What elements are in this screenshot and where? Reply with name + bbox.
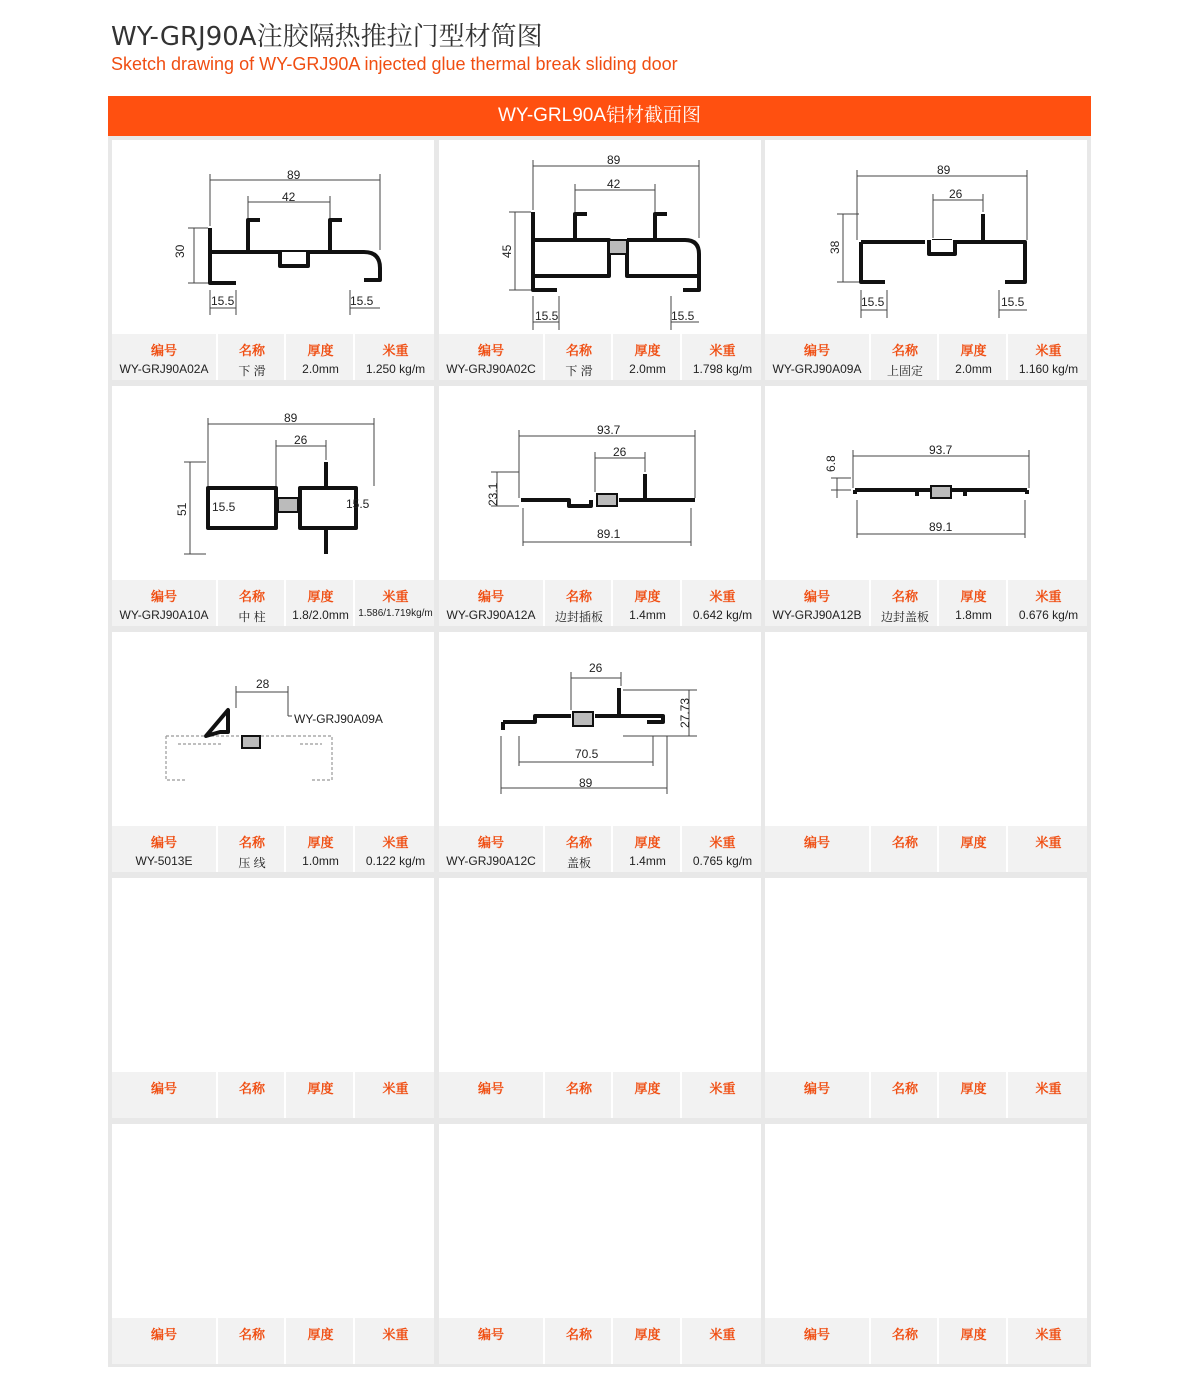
code-label: 编号 [150, 1328, 177, 1343]
spec-row [112, 826, 434, 872]
thickness-label: 厚度 [307, 590, 334, 605]
code-label: 编号 [150, 590, 177, 605]
name-label: 名称 [238, 344, 265, 359]
profile-name: 边封插板 [554, 610, 603, 624]
profile-drawing [765, 386, 1087, 580]
profile-card [439, 386, 761, 626]
dim-label: WY-GRJ90A09A [294, 712, 383, 726]
spec-row [439, 580, 761, 626]
dim-label: 30 [173, 244, 187, 258]
page-subtitle: Sketch drawing of WY-GRJ90A injected glue thermal break sliding door [111, 54, 678, 74]
weight-label: 米重 [709, 344, 736, 359]
dim-label: 15.5 [212, 500, 236, 514]
profile-card [439, 632, 761, 872]
profile-weight: 0.642 kg/m [692, 608, 753, 622]
dim-label: 89 [287, 168, 301, 182]
spec-row [765, 1072, 1087, 1118]
profile-weight: 0.765 kg/m [692, 854, 753, 868]
spec-row [765, 580, 1087, 626]
profile-code: WY-GRJ90A09A [772, 362, 862, 376]
name-label: 名称 [891, 1328, 918, 1343]
profile-code: WY-GRJ90A10A [119, 608, 209, 622]
code-label: 编号 [150, 1082, 177, 1097]
thickness-label: 厚度 [307, 344, 334, 359]
profile-thickness: 2.0mm [302, 362, 339, 376]
profile-thickness: 1.8mm [955, 608, 992, 622]
thickness-label: 厚度 [960, 1328, 987, 1343]
dim-label: 28 [256, 677, 270, 691]
profile-thickness: 1.0mm [302, 854, 339, 868]
thickness-label: 厚度 [634, 1082, 661, 1097]
empty-card [112, 878, 434, 1118]
profile-code: WY-5013E [135, 854, 193, 868]
weight-label: 米重 [709, 836, 736, 851]
spec-row [439, 1072, 761, 1118]
dim-label: 93.7 [597, 423, 621, 437]
dim-label: 15.5 [1001, 295, 1025, 309]
profile-card [765, 386, 1087, 626]
code-label: 编号 [477, 344, 504, 359]
dim-label: 89 [937, 163, 951, 177]
code-label: 编号 [150, 344, 177, 359]
code-label: 编号 [477, 836, 504, 851]
spec-row [765, 334, 1087, 380]
name-label: 名称 [565, 836, 592, 851]
weight-label: 米重 [382, 590, 409, 605]
profile-drawing [765, 140, 1087, 334]
dim-label: 42 [282, 190, 296, 204]
weight-label: 米重 [709, 590, 736, 605]
dim-label: 15.5 [350, 294, 374, 308]
dim-label: 89.1 [929, 520, 953, 534]
profile-weight: 1.798 kg/m [692, 362, 753, 376]
profile-drawing [112, 140, 434, 334]
name-label: 名称 [891, 836, 918, 851]
dim-label: 45 [500, 244, 514, 258]
profile-card [112, 632, 434, 872]
dim-label: 51 [175, 502, 189, 516]
dim-label: 26 [949, 187, 963, 201]
profile-drawing [439, 386, 761, 580]
profile-weight: 1.250 kg/m [365, 362, 426, 376]
dim-label: 15.5 [671, 309, 695, 323]
name-label: 名称 [891, 590, 918, 605]
profile-weight: 0.676 kg/m [1018, 608, 1079, 622]
weight-label: 米重 [382, 1082, 409, 1097]
spec-row [439, 1318, 761, 1364]
dim-label: 89.1 [597, 527, 621, 541]
dim-label: 15.5 [346, 497, 370, 511]
profile-code: WY-GRJ90A12C [446, 854, 536, 868]
profile-thickness: 1.8/2.0mm [292, 608, 349, 622]
profile-card [112, 386, 434, 626]
weight-label: 米重 [1035, 344, 1062, 359]
name-label: 名称 [565, 1328, 592, 1343]
dim-label: 26 [294, 433, 308, 447]
spec-row [112, 1318, 434, 1364]
dim-label: 15.5 [535, 309, 559, 323]
code-label: 编号 [803, 1328, 830, 1343]
code-label: 编号 [803, 344, 830, 359]
weight-label: 米重 [709, 1082, 736, 1097]
dim-label: 93.7 [929, 443, 953, 457]
profile-code: WY-GRJ90A02C [446, 362, 536, 376]
profile-code: WY-GRJ90A02A [119, 362, 209, 376]
code-label: 编号 [803, 836, 830, 851]
profile-drawing [112, 632, 434, 826]
profile-name: 下 滑 [238, 364, 266, 378]
dim-label: 27.73 [678, 697, 692, 728]
code-label: 编号 [803, 1082, 830, 1097]
section-banner: WY-GRL90A铝材截面图 [108, 96, 1091, 136]
profile-name: 压 线 [238, 856, 266, 870]
profile-drawing [112, 386, 434, 580]
spec-row [765, 1318, 1087, 1364]
name-label: 名称 [565, 1082, 592, 1097]
dim-label: 23.1 [486, 482, 500, 506]
code-label: 编号 [477, 590, 504, 605]
profile-name: 上固定 [886, 364, 923, 378]
empty-card [439, 1124, 761, 1364]
thickness-label: 厚度 [634, 590, 661, 605]
profile-thickness: 2.0mm [955, 362, 992, 376]
spec-row [112, 580, 434, 626]
dim-label: 38 [828, 240, 842, 254]
thickness-label: 厚度 [307, 836, 334, 851]
thickness-label: 厚度 [307, 1082, 334, 1097]
profile-card [112, 140, 434, 380]
thickness-label: 厚度 [634, 836, 661, 851]
dim-label: 89 [284, 411, 298, 425]
profile-thickness: 1.4mm [629, 608, 666, 622]
empty-card [765, 1124, 1087, 1364]
spec-row [439, 334, 761, 380]
profile-weight: 0.122 kg/m [365, 854, 426, 868]
profile-name: 下 滑 [565, 364, 593, 378]
dim-label: 89 [607, 153, 621, 167]
dim-label: 70.5 [575, 747, 599, 761]
empty-card [112, 1124, 434, 1364]
profile-drawing [439, 140, 761, 334]
thickness-label: 厚度 [960, 836, 987, 851]
spec-row [112, 1072, 434, 1118]
spec-row [112, 334, 434, 380]
thickness-label: 厚度 [960, 1082, 987, 1097]
name-label: 名称 [891, 344, 918, 359]
profile-card [765, 140, 1087, 380]
profile-grid [108, 136, 1091, 1367]
code-label: 编号 [803, 590, 830, 605]
dim-label: 15.5 [861, 295, 885, 309]
profile-code: WY-GRJ90A12B [772, 608, 862, 622]
profile-card [439, 140, 761, 380]
thickness-label: 厚度 [307, 1328, 334, 1343]
name-label: 名称 [238, 1328, 265, 1343]
thickness-label: 厚度 [634, 344, 661, 359]
profile-thickness: 1.4mm [629, 854, 666, 868]
profile-weight: 1.160 kg/m [1018, 362, 1079, 376]
name-label: 名称 [565, 344, 592, 359]
dim-label: 26 [589, 661, 603, 675]
profile-weight: 1.586/1.719kg/m [358, 608, 433, 619]
empty-card [765, 632, 1087, 872]
weight-label: 米重 [382, 344, 409, 359]
code-label: 编号 [477, 1082, 504, 1097]
weight-label: 米重 [382, 836, 409, 851]
thickness-label: 厚度 [960, 590, 987, 605]
name-label: 名称 [238, 590, 265, 605]
thickness-label: 厚度 [960, 344, 987, 359]
weight-label: 米重 [1035, 836, 1062, 851]
weight-label: 米重 [382, 1328, 409, 1343]
name-label: 名称 [891, 1082, 918, 1097]
profile-name: 边封盖板 [880, 610, 929, 624]
code-label: 编号 [477, 1328, 504, 1343]
weight-label: 米重 [1035, 1328, 1062, 1343]
dim-label: 6.8 [824, 455, 838, 472]
profile-name: 中 柱 [238, 610, 266, 624]
weight-label: 米重 [709, 1328, 736, 1343]
name-label: 名称 [565, 590, 592, 605]
profile-thickness: 2.0mm [629, 362, 666, 376]
thickness-label: 厚度 [634, 1328, 661, 1343]
spec-row [439, 826, 761, 872]
name-label: 名称 [238, 836, 265, 851]
name-label: 名称 [238, 1082, 265, 1097]
weight-label: 米重 [1035, 1082, 1062, 1097]
profile-name: 盖板 [566, 856, 591, 870]
dim-label: 15.5 [211, 294, 235, 308]
profile-code: WY-GRJ90A12A [446, 608, 536, 622]
dim-label: 26 [613, 445, 627, 459]
spec-row [765, 826, 1087, 872]
code-label: 编号 [150, 836, 177, 851]
weight-label: 米重 [1035, 590, 1062, 605]
dim-label: 89 [579, 776, 593, 790]
empty-card [765, 878, 1087, 1118]
profile-drawing [439, 632, 761, 826]
page-title: WY-GRJ90A注胶隔热推拉门型材简图 [111, 22, 543, 52]
dim-label: 42 [607, 177, 621, 191]
empty-card [439, 878, 761, 1118]
